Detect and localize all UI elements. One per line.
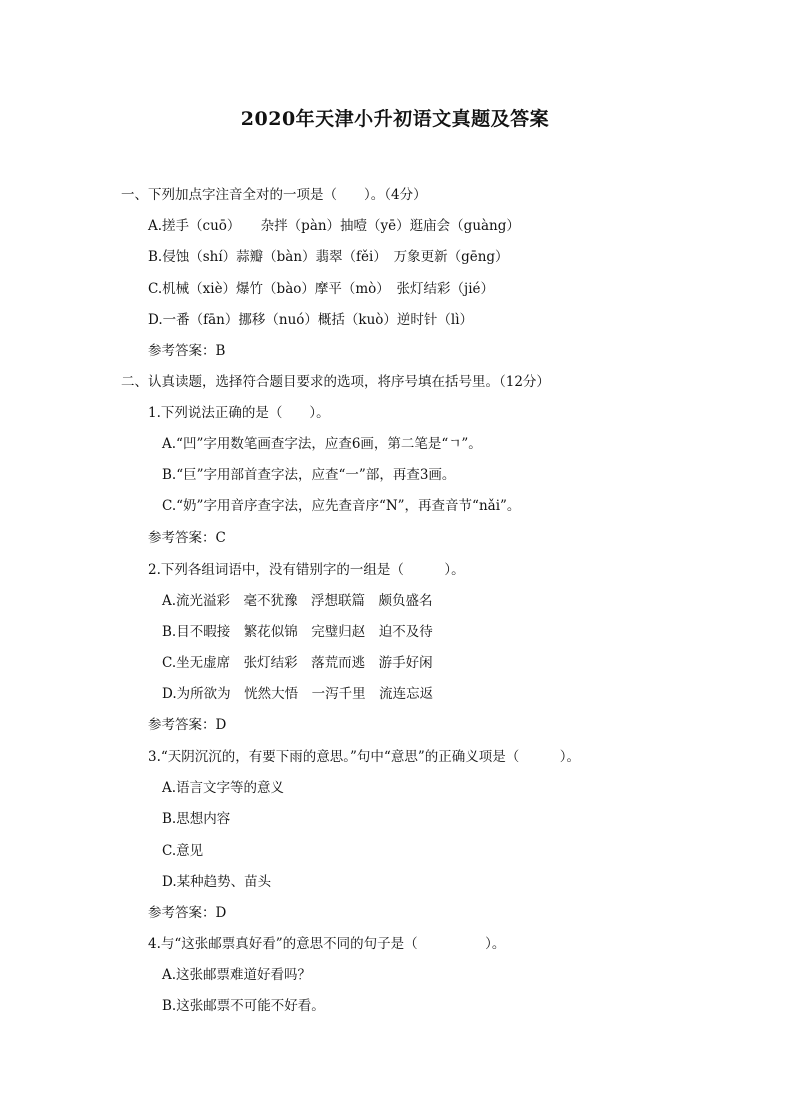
q2-answer: 参考答案：D bbox=[148, 717, 227, 733]
q1-option-a: A.“凹”字用数笔画查字法，应查6画，第二笔是“ㄱ”。 bbox=[162, 436, 482, 452]
page-title: 2020年天津小升初语文真题及答案 bbox=[240, 108, 550, 130]
question-1-stem: 一、下列加点字注音全对的一项是（ ）。（4分） bbox=[121, 187, 427, 203]
q1-option-b: B.“巨”字用部首查字法，应查“一”部，再查3画。 bbox=[162, 467, 456, 483]
q2-option-a: A.流光溢彩 毫不犹豫 浮想联篇 颇负盛名 bbox=[162, 593, 433, 609]
q3-option-b: B.思想内容 bbox=[162, 811, 231, 827]
question-1-option-d: D.一番（fān）挪移（nuó）概括（kuò）逆时针（lì） bbox=[148, 312, 474, 328]
question-1-answer: 参考答案：B bbox=[148, 343, 226, 359]
q2-stem: 2.下列各组词语中，没有错别字的一组是（ ）。 bbox=[148, 562, 465, 578]
q3-option-d: D.某种趋势、苗头 bbox=[162, 874, 272, 890]
q3-stem: 3.“天阴沉沉的，有要下雨的意思。”句中“意思”的正确义项是（ ）。 bbox=[148, 749, 580, 765]
q4-option-a: A.这张邮票难道好看吗？ bbox=[162, 967, 312, 983]
q3-answer: 参考答案：D bbox=[148, 905, 227, 921]
q1-stem: 1.下列说法正确的是（ ）。 bbox=[148, 405, 330, 421]
q4-stem: 4.与“这张邮票真好看”的意思不同的句子是（ ）。 bbox=[148, 936, 506, 952]
section-2-heading: 二、认真读题，选择符合题目要求的选项，将序号填在括号里。（12分） bbox=[121, 374, 550, 390]
q2-option-b: B.目不暇接 繁花似锦 完璧归赵 迫不及待 bbox=[162, 624, 433, 640]
question-1-option-c: C.机械（xiè）爆竹（bào）摩平（mò） 张灯结彩（jié） bbox=[148, 281, 495, 297]
q1-answer: 参考答案：C bbox=[148, 530, 226, 546]
q3-option-a: A.语言文字等的意义 bbox=[162, 780, 285, 796]
q1-option-c: C.“奶”字用音序查字法，应先查音序“N”，再查音节“nǎi”。 bbox=[162, 498, 521, 514]
q3-option-c: C.意见 bbox=[162, 843, 204, 859]
q2-option-c: C.坐无虚席 张灯结彩 落荒而逃 游手好闲 bbox=[162, 655, 433, 671]
question-1-option-a: A.搓手（cuō） 杂拌（pàn）抽噎（yē）逛庙会（guàng） bbox=[148, 218, 520, 234]
question-1-option-b: B.侵蚀（shí）蒜瓣（bàn）翡翠（fěi） 万象更新（gēng） bbox=[148, 249, 509, 265]
q4-option-b: B.这张邮票不可能不好看。 bbox=[162, 998, 325, 1014]
q2-option-d: D.为所欲为 恍然大悟 一泻千里 流连忘返 bbox=[162, 686, 434, 702]
